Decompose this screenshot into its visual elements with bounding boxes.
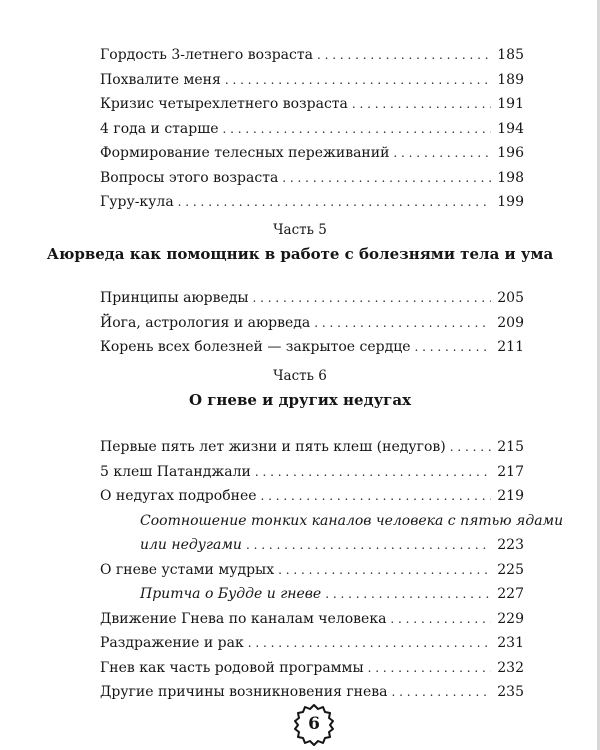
leader-dots <box>246 533 491 558</box>
toc-entry-title: 5 клеш Патанджали <box>100 460 255 485</box>
toc-entry-title: Гнев как часть родовой программы <box>100 656 368 681</box>
leader-dots <box>225 68 491 93</box>
page-number: 6 <box>308 714 320 734</box>
toc-entry-page: 232 <box>497 659 524 676</box>
toc-entry-title: Формирование телесных переживаний <box>100 141 393 166</box>
toc-entry-title: Гордость 3-летнего возраста <box>100 43 317 68</box>
toc-subentry <box>100 582 524 607</box>
leader-dots <box>368 656 492 681</box>
toc-entry-page: 225 <box>497 561 524 578</box>
leader-dots <box>325 582 491 607</box>
leader-dots <box>390 607 491 632</box>
toc-entry-page: 191 <box>497 96 524 112</box>
leader-dots <box>393 141 491 166</box>
toc-subentry <box>100 509 564 534</box>
toc-entry <box>100 631 524 656</box>
toc-entry-page: 215 <box>497 439 524 455</box>
toc-entry-title: Движение Гнева по каналам человека <box>100 607 390 632</box>
toc-section-part-5 <box>100 286 524 360</box>
toc-entry <box>100 92 524 117</box>
toc-entry-title: О недугах подробнее <box>100 484 261 509</box>
toc-entry-title: Похвалите меня <box>100 68 225 93</box>
leader-dots <box>253 286 492 311</box>
toc-entry <box>100 680 524 705</box>
toc-entry-page: 189 <box>497 71 524 88</box>
leader-dots <box>450 435 492 460</box>
toc-entry-title: Другие причины возникновения гнева <box>100 680 392 705</box>
toc-entry <box>100 311 524 336</box>
toc-entry <box>100 141 524 166</box>
leader-dots <box>255 460 491 485</box>
toc-entry-title: Первые пять лет жизни и пять клеш (недугов) <box>100 435 450 460</box>
toc-entry-page: 194 <box>497 120 524 137</box>
leader-dots <box>314 311 491 336</box>
toc-entry-page: 185 <box>497 47 524 63</box>
toc-entry <box>100 656 524 681</box>
part-5-label: Часть 5 <box>273 222 327 238</box>
leader-dots <box>392 680 492 705</box>
toc-entry-page: 199 <box>497 194 524 210</box>
toc-entry-page: 229 <box>497 610 524 627</box>
toc-entry-title: Притча о Будде и гневе <box>140 582 325 607</box>
toc-entry <box>100 435 524 460</box>
toc-entry <box>100 335 524 360</box>
toc-entry-page: 198 <box>497 169 524 186</box>
leader-dots <box>248 631 492 656</box>
toc-entry-title: 4 года и старше <box>100 117 223 142</box>
toc-entry <box>100 68 524 93</box>
toc-entry-page: 196 <box>497 145 524 161</box>
leader-dots <box>415 335 492 360</box>
toc-entry-title: Раздражение и рак <box>100 631 248 656</box>
page-number-badge <box>292 702 336 746</box>
part-6-label: Часть 6 <box>273 368 327 384</box>
toc-entry-title: Корень всех болезней — закрытое сердце <box>100 335 415 360</box>
toc-entry <box>100 190 524 215</box>
toc-entry-title: Принципы аюрведы <box>100 286 253 311</box>
toc-entry-page: 231 <box>497 635 524 651</box>
toc-subentry <box>100 533 524 558</box>
toc-entry-title: Соотношение тонких каналов человека с пятью ядами <box>140 509 567 534</box>
toc-section-top <box>100 43 524 215</box>
toc-entry-page: 223 <box>497 537 524 553</box>
toc-entry-page: 219 <box>497 488 524 504</box>
toc-entry <box>100 484 524 509</box>
toc-entry <box>100 286 524 311</box>
toc-entry-page: 227 <box>497 586 524 602</box>
leader-dots <box>223 117 492 142</box>
toc-entry-page: 205 <box>497 290 524 306</box>
toc-entry-title: О гневе устами мудрых <box>100 558 278 583</box>
leader-dots <box>261 484 492 509</box>
toc-entry-title: Вопросы этого возраста <box>100 166 282 191</box>
toc-entry-title: Гуру-кула <box>100 190 178 215</box>
toc-entry-page: 217 <box>497 463 524 480</box>
toc-entry-title: или недугами <box>140 533 246 558</box>
toc-entry <box>100 460 524 485</box>
leader-dots <box>317 43 491 68</box>
leader-dots <box>178 190 492 215</box>
toc-entry <box>100 558 524 583</box>
toc-entry-title: Кризис четырехлетнего возраста <box>100 92 352 117</box>
toc-entry <box>100 117 524 142</box>
part-5-title: Аюрведа как помощник в работе с болезнями тела и ума <box>46 245 554 263</box>
part-6-title: О гневе и других недугах <box>188 391 412 409</box>
toc-entry-page: 235 <box>497 684 524 700</box>
toc-entry <box>100 43 524 68</box>
toc-entry <box>100 166 524 191</box>
toc-entry-page: 209 <box>497 314 524 331</box>
leader-dots <box>352 92 491 117</box>
leader-dots <box>278 558 491 583</box>
toc-entry <box>100 607 524 632</box>
leader-dots <box>282 166 491 191</box>
toc-entry-title: Йога, астрология и аюрведа <box>100 311 314 336</box>
toc-section-part-6 <box>100 435 564 705</box>
toc-entry-page: 211 <box>497 339 524 355</box>
